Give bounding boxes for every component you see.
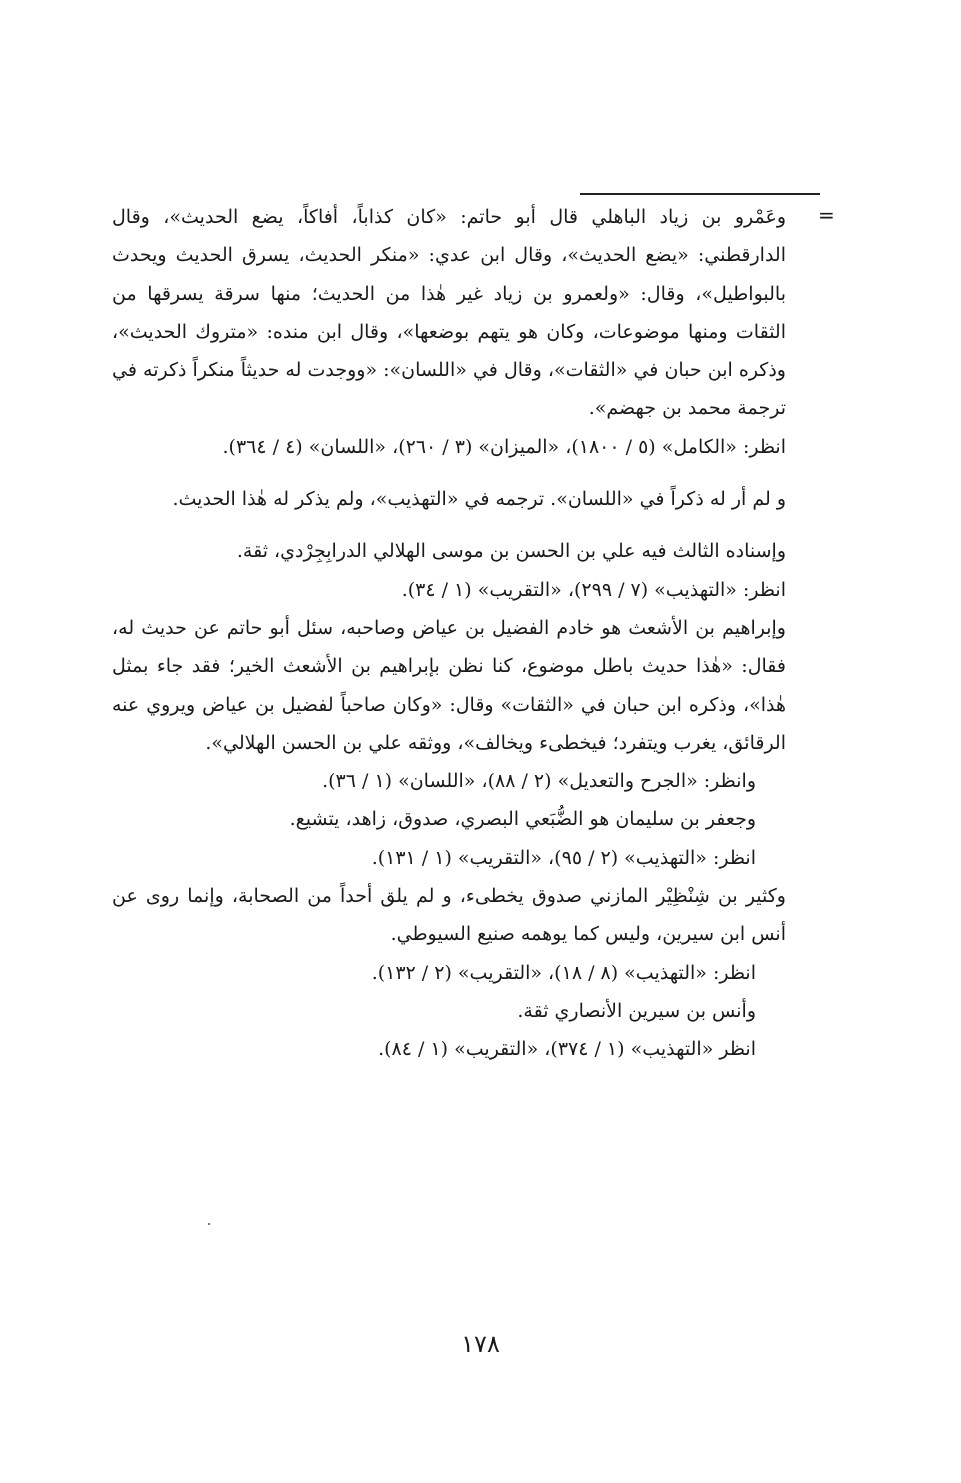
paragraph-amr-ibn-ziyad: وعَمْرو بن زياد الباهلي قال أبو حاتم: «كان كذاباً، أفاكاً، يضع الحديث»، وقال الدارقطني: «يضع الحديث»، وقال ابن عدي: «منكر الحديث، يسرق الحديث ويحدث بالبواطيل»، وقال: «ولعمرو بن زياد غير هٰذا من الحديث؛ منها سرقة يسرقها من الثقات ومنها موضوعات، وكان هو يتهم بوضعها»، وقال ابن منده: «متروك الحديث»، وذكره ابن حبان في «الثقات»، وقال في «اللسان»: «ووجدت له حديثاً منكراً ذكرته في ترجمة محمد بن جهضم».: [112, 206, 786, 420]
paragraph-reference-tahdhib-4: انظر «التهذيب» (١ / ٣٧٤)، «التقريب» (١ / ٨٤).: [378, 1038, 756, 1061]
paragraph-reference-tahdhib-2: انظر: «التهذيب» (٢ / ٩٥)، «التقريب» (١ / ١٣١).: [371, 846, 756, 869]
scan-speck: [208, 1223, 210, 1225]
footnote-separator-rule: [580, 193, 820, 195]
footnote-continuation-marker: =: [818, 203, 835, 227]
page-number: ١٧٨: [461, 1330, 500, 1358]
footnote-body: [112, 198, 840, 1069]
paragraph-third-isnad: وإسناده الثالث فيه علي بن الحسن بن موسى الهلالي الدرابِجِرْدي، ثقة.: [236, 540, 786, 563]
paragraph-reference-tahdhib-3: انظر: «التهذيب» (٨ / ١٨)، «التقريب» (٢ / ١٣٢).: [371, 961, 756, 984]
paragraph-kathir-ibn-shinzir: وكثير بن شِنْظِيْر المازني صدوق يخطىء، و لم يلق أحداً من الصحابة، وإنما روى عن أنس ابن سيرين، وليس كما يوهمه صنيع السيوطي.: [112, 885, 786, 946]
paragraph-reference-kamil: انظر: «الكامل» (٥ / ١٨٠٠)، «الميزان» (٣ / ٢٦٠)، «اللسان» (٤ / ٣٦٤).: [222, 435, 786, 458]
paragraph-ibrahim-ibn-ashath: وإبراهيم بن الأشعث هو خادم الفضيل بن عياض وصاحبه، سئل أبو حاتم عن حديث له، فقال: «هٰذا حديث باطل موضوع، كنا نظن بإبراهيم بن الأشعث الخير؛ فقد جاء بمثل هٰذا»، وذكره ابن حبان في «الثقات» وقال: «وكان صاحباً لفضيل بن عياض ويروي عنه الرقائق، يغرب ويتفرد؛ فيخطىء ويخالف»، ووثقه علي بن الحسن الهلالي».: [112, 616, 786, 754]
paragraph-reference-tahdhib-1: انظر: «التهذيب» (٧ / ٢٩٩)، «التقريب» (١ / ٣٤).: [401, 578, 786, 601]
paragraph-jafar-ibn-sulayman: وجعفر بن سليمان هو الضُّبَعي البصري، صدوق، زاهد، يتشيع.: [289, 808, 756, 831]
paragraph-reference-jarh: وانظر: «الجرح والتعديل» (٢ / ٨٨)، «اللسان» (١ / ٣٦).: [322, 770, 756, 793]
paragraph-anas-ibn-sirin: وأنس بن سيرين الأنصاري ثقة.: [517, 999, 756, 1022]
paragraph-lisan-note: و لم أر له ذكراً في «اللسان». ترجمه في «التهذيب»، ولم يذكر له هٰذا الحديث.: [172, 488, 786, 511]
